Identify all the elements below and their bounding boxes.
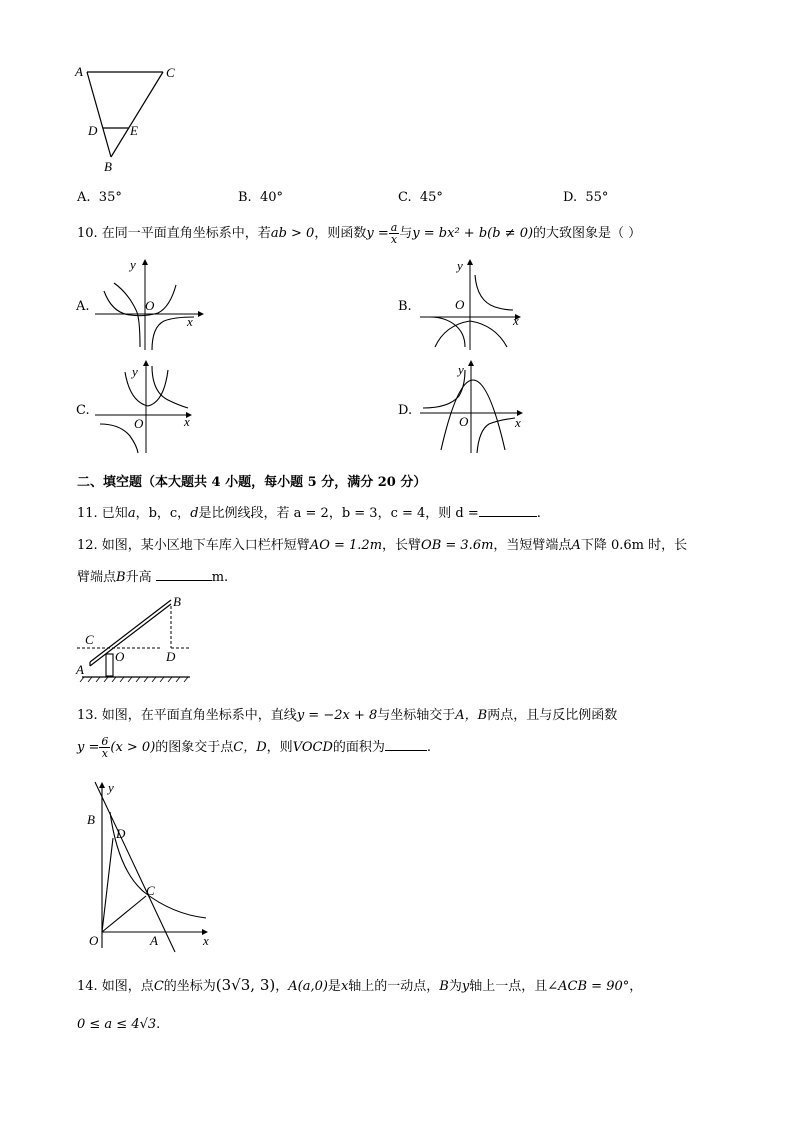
segment-cb [111, 72, 163, 157]
q9-triangle-figure [70, 60, 190, 175]
q13-coordinate-figure [82, 778, 217, 953]
svg-text:x: x [187, 314, 193, 329]
q9-option-c[interactable]: C. 45° [398, 190, 443, 205]
q9-option-a[interactable]: A. 35° [77, 190, 122, 205]
q12-line2: 臂端点B升高 m. [77, 570, 229, 585]
q12-barrier-figure [72, 592, 197, 687]
q11-text: 11. 已知a，b，c，d是比例线段，若 a = 2，b = 3，c = 4，则 d = . [77, 506, 541, 521]
svg-text:y: y [108, 780, 114, 795]
svg-text:x: x [203, 933, 209, 948]
svg-text:y: y [458, 362, 464, 377]
q12-line1: 12. 如图，某小区地下车库入口栏杆短臂AO = 1.2m，长臂OB = 3.6m，当短臂端点A下降 0.6m 时，长 [77, 538, 688, 553]
segment-ab [87, 72, 111, 157]
q10-option-d-label[interactable]: D. [398, 403, 413, 418]
section-heading: 二、填空题（本大题共 4 小题，每小题 5 分，满分 20 分） [77, 475, 427, 490]
q9-option-b[interactable]: B. 40° [238, 190, 283, 205]
svg-text:D: D [166, 649, 176, 664]
svg-text:B: B [173, 594, 181, 609]
svg-text:y: y [132, 364, 138, 379]
q13-answer-blank[interactable] [385, 738, 427, 751]
svg-text:O: O [455, 297, 465, 312]
svg-text:O: O [145, 298, 155, 313]
label-b: B [104, 159, 112, 174]
q10-fraction: $\frac{a}{x}$ [390, 221, 398, 246]
svg-text:B: B [87, 812, 95, 827]
label-c: C [166, 65, 175, 80]
svg-text:O: O [459, 414, 469, 429]
q10-option-a-label[interactable]: A. [76, 299, 90, 314]
label-e: E [130, 123, 138, 138]
q10-graph-a[interactable] [90, 255, 210, 355]
q10-option-c-label[interactable]: C. [76, 403, 90, 418]
svg-text:A: A [150, 933, 158, 948]
q13-line1: 13. 如图，在平面直角坐标系中，直线y = −2x + 8与坐标轴交于A，B两点，且与反比例函数 [77, 708, 618, 723]
svg-text:C: C [85, 632, 94, 647]
q10-graph-b[interactable] [415, 255, 535, 355]
svg-text:C: C [146, 883, 155, 898]
q14-line2: 0 ≤ a ≤ 4√3. [77, 1017, 161, 1032]
q13-line2: y = $\frac{6}{x}$ (x > 0)的图象交于点C，D，则VOCD的面积为 . [77, 735, 432, 760]
label-a: A [75, 64, 83, 79]
q11-answer-blank[interactable] [479, 504, 537, 517]
svg-text:O: O [115, 649, 125, 664]
q9-option-d[interactable]: D. 55° [563, 190, 609, 205]
svg-text:O: O [134, 416, 144, 431]
svg-text:y: y [457, 258, 463, 273]
svg-text:A: A [76, 662, 84, 677]
q13-fraction: $\frac{6}{x}$ [101, 735, 109, 760]
q12-answer-blank[interactable] [156, 568, 212, 581]
svg-text:O: O [89, 933, 99, 948]
q10-stem: 10. 在同一平面直角坐标系中，若ab > 0，则函数y = $\frac{a}{x}$ 与y = bx² + b(b ≠ 0)的大致图象是（ ） [77, 221, 642, 246]
q14-line1: 14. 如图，点C的坐标为(3√3, 3)，A(a,0)是x轴上的一动点，B为y轴上一点，且∠ACB = 90°， [77, 976, 643, 994]
q10-graph-c[interactable] [90, 358, 210, 458]
svg-text:x: x [184, 414, 190, 429]
svg-text:y: y [130, 257, 136, 272]
svg-text:D: D [116, 826, 126, 841]
svg-text:x: x [513, 313, 519, 328]
q10-graph-d[interactable] [415, 358, 535, 458]
q10-option-b-label[interactable]: B. [398, 299, 412, 314]
label-d: D [88, 123, 98, 138]
svg-text:x: x [515, 415, 521, 430]
